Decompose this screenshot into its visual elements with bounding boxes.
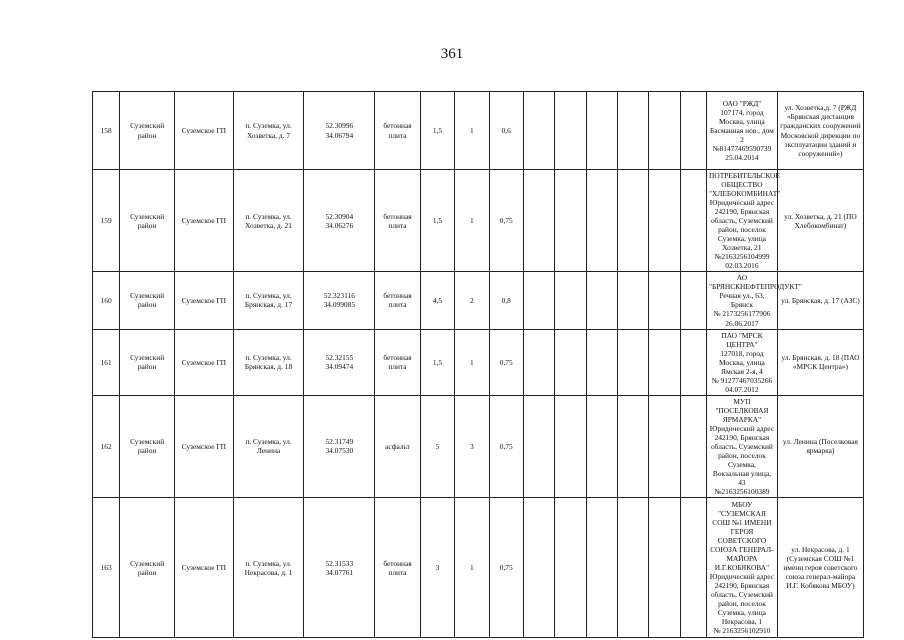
table-row: [93, 92, 864, 170]
address-cell: п. Суземка, ул. Брянская, д. 18: [233, 329, 304, 395]
district-cell: Суземский район: [120, 395, 175, 497]
container-volume-cell: 0,75: [489, 329, 523, 395]
row-number-cell: 161: [93, 329, 120, 395]
owner-detail: 127018, город Москва, улица Ямская 2-я, 4: [719, 348, 765, 376]
longitude-value: 34.09474: [325, 362, 354, 372]
owner-detail: 25.04.2014: [725, 153, 759, 163]
row-number-cell: 159: [93, 170, 120, 272]
row-number-cell: 162: [93, 395, 120, 497]
address-cell: п. Суземка, ул. Хозветка, д. 7: [233, 92, 304, 170]
owner-detail: №81477469590739: [712, 144, 772, 154]
area-cell: 5: [420, 395, 454, 497]
surface-cell: бетонная плита: [375, 92, 421, 170]
container-volume-cell: 0,75: [489, 395, 523, 497]
page-number: 361: [440, 46, 464, 62]
owner-detail: Юридический адрес 242190, Брянская область, Суземский район, поселок Суземка, улица Некрасова, 1: [709, 572, 775, 627]
owner-cell: [707, 272, 802, 329]
container-count-cell: 3: [455, 395, 489, 497]
empty-cell: [618, 170, 649, 272]
table-row: [93, 498, 864, 638]
container-count-cell: 1: [455, 329, 489, 395]
container-volume-cell: 0,75: [489, 498, 523, 638]
empty-cell: [649, 329, 680, 395]
empty-cell: [680, 498, 706, 638]
empty-cell: [618, 329, 649, 395]
empty-cell: [523, 395, 554, 497]
empty-cell: [649, 272, 680, 329]
owner-cell: [707, 395, 778, 497]
empty-cell: [555, 498, 586, 638]
owner-cell: [707, 92, 778, 170]
empty-cell: [586, 329, 617, 395]
empty-cell: [649, 92, 680, 170]
area-cell: 1,5: [420, 329, 454, 395]
coordinates-cell: [304, 272, 375, 329]
settlement-cell: Суземское ГП: [174, 498, 233, 638]
latitude-value: 52.31749: [325, 437, 354, 447]
container-count-cell: 1: [455, 498, 489, 638]
empty-cell: [555, 272, 586, 329]
district-cell: Суземский район: [120, 272, 175, 329]
coordinates-cell: [304, 170, 375, 272]
empty-cell: [618, 395, 649, 497]
latitude-value: 52.30904: [325, 211, 354, 221]
empty-cell: [649, 498, 680, 638]
owner-name: МБОУ "СУЗЕМСКАЯ СОШ №1 ИМЕНИ ГЕРОЯ СОВЕТСКОГО СОЮЗА ГЕНЕРАЛ-МАЙОРА И.Г.КОБЯКОВА": [710, 499, 774, 573]
owner-cell: [707, 498, 778, 638]
registry-table: [92, 91, 864, 638]
owner-name: АО "БРЯНСКНЕФТЕПРОДУКТ": [709, 273, 802, 292]
latitude-value: 52.32155: [325, 353, 354, 363]
district-cell: Суземский район: [120, 92, 175, 170]
surface-cell: бетонная плита: [375, 170, 421, 272]
empty-cell: [649, 395, 680, 497]
longitude-value: 34.07530: [325, 446, 354, 456]
coordinates-cell: [304, 498, 375, 638]
owner-detail: 04.07.2012: [725, 384, 759, 394]
empty-cell: [680, 170, 706, 272]
waste-source-cell: ул. Хозветка, д. 21 (ПО Хлебокомбинат): [777, 170, 863, 272]
longitude-value: 34.099085: [323, 300, 356, 310]
settlement-cell: Суземское ГП: [174, 329, 233, 395]
empty-cell: [586, 498, 617, 638]
empty-cell: [586, 170, 617, 272]
address-cell: п. Суземка, ул. Ленина: [233, 395, 304, 497]
container-count-cell: 1: [455, 170, 489, 272]
owner-name: ПОТРЕБИТЕЛЬСКОЕ ОБЩЕСТВО "ХЛЕБОКОМБИНАТ": [709, 171, 781, 199]
container-count-cell: 2: [455, 272, 489, 329]
table-row: [93, 329, 864, 395]
settlement-cell: Суземское ГП: [174, 272, 233, 329]
owner-detail: №2163256104999: [714, 252, 770, 262]
empty-cell: [555, 329, 586, 395]
empty-cell: [523, 329, 554, 395]
owner-name: ПАО "МРСК ЦЕНТРА": [721, 330, 763, 349]
owner-detail: 107174, город Москва, улица Басманная нов., дом 2: [710, 107, 774, 145]
address-cell: п. Суземка, ул. Брянская, д. 17: [233, 272, 304, 329]
container-volume-cell: 0,75: [489, 170, 523, 272]
waste-source-cell: ул. Некрасова, д. 1 (Суземская СОШ №1 имени героя советского союза генерал-майора И.Г. Кобякова МБОУ): [777, 498, 863, 638]
row-number-cell: 160: [93, 272, 120, 329]
waste-source-cell: ул. Хозветка,д. 7 (РЖД «Брянская дистанция гражданских сооружений Московской дирекции по эксплуатации зданий и сооружений»): [777, 92, 863, 170]
address-cell: п. Суземка, ул. Хозветка, д. 21: [233, 170, 304, 272]
empty-cell: [586, 92, 617, 170]
empty-cell: [555, 395, 586, 497]
owner-detail: Речная ул., 63, Брянск: [719, 291, 765, 310]
owner-name: МУП "ПОСЕЛКОВАЯ ЯРМАРКА": [715, 396, 769, 424]
longitude-value: 34.06276: [325, 220, 354, 230]
longitude-value: 34.06794: [325, 130, 354, 140]
empty-cell: [523, 272, 554, 329]
empty-cell: [586, 395, 617, 497]
owner-detail: № 2163256102910: [713, 626, 771, 636]
empty-cell: [680, 329, 706, 395]
coordinates-cell: [304, 329, 375, 395]
longitude-value: 34.07761: [325, 567, 354, 577]
settlement-cell: Суземское ГП: [174, 92, 233, 170]
container-count-cell: 1: [455, 92, 489, 170]
address-cell: п. Суземка, ул. Некрасова, д. 1: [233, 498, 304, 638]
waste-source-cell: ул. Ленина (Поселковая ярмарка): [777, 395, 863, 497]
empty-cell: [649, 170, 680, 272]
empty-cell: [523, 170, 554, 272]
empty-cell: [618, 498, 649, 638]
empty-cell: [586, 272, 617, 329]
owner-detail: Юридический адрес 242190, Брянская область, Суземский район, поселок Суземка, Вокзальная улица, 43: [709, 423, 775, 488]
owner-detail: № 2173256177906: [713, 309, 771, 319]
owner-detail: 26.06.2017: [725, 318, 759, 328]
area-cell: 3: [420, 498, 454, 638]
area-cell: 1,5: [420, 92, 454, 170]
table-row: [93, 272, 864, 329]
container-volume-cell: 0,8: [489, 272, 523, 329]
owner-detail: №2163256100389: [714, 487, 770, 497]
empty-cell: [680, 272, 706, 329]
empty-cell: [555, 92, 586, 170]
coordinates-cell: [304, 395, 375, 497]
surface-cell: бетонная плита: [375, 498, 421, 638]
settlement-cell: Суземское ГП: [174, 395, 233, 497]
owner-detail: 02.03.2016: [725, 261, 759, 271]
container-volume-cell: 0,6: [489, 92, 523, 170]
district-cell: Суземский район: [120, 329, 175, 395]
owner-cell: [707, 170, 781, 272]
table-row: [93, 170, 864, 272]
empty-cell: [618, 92, 649, 170]
surface-cell: бетонная плита: [375, 272, 421, 329]
owner-name: ОАО "РЖД": [722, 98, 762, 108]
owner-cell: [707, 329, 778, 395]
latitude-value: 52.31533: [325, 558, 354, 568]
row-number-cell: 163: [93, 498, 120, 638]
latitude-value: 52.323116: [323, 291, 355, 301]
waste-source-cell: ул. Брянская, д. 17 (АЗС): [777, 272, 863, 329]
latitude-value: 52.30996: [325, 121, 354, 131]
surface-cell: бетонная плита: [375, 329, 421, 395]
waste-source-cell: ул. Брянская, д. 18 (ПАО «МРСК Центра»): [777, 329, 863, 395]
area-cell: 1,5: [420, 170, 454, 272]
coordinates-cell: [304, 92, 375, 170]
empty-cell: [618, 272, 649, 329]
empty-cell: [555, 170, 586, 272]
empty-cell: [680, 92, 706, 170]
empty-cell: [523, 92, 554, 170]
owner-detail: № 91277467035266: [711, 375, 773, 385]
owner-detail: Юридический адрес 242190, Брянская область, Суземский район, поселок Суземка, улица Хозветка, 21: [709, 198, 775, 253]
empty-cell: [680, 395, 706, 497]
settlement-cell: Суземское ГП: [174, 170, 233, 272]
row-number-cell: 158: [93, 92, 120, 170]
empty-cell: [523, 498, 554, 638]
district-cell: Суземский район: [120, 170, 175, 272]
area-cell: 4,5: [420, 272, 454, 329]
table-row: [93, 395, 864, 497]
surface-cell: асфальт: [375, 395, 421, 497]
district-cell: Суземский район: [120, 498, 175, 638]
